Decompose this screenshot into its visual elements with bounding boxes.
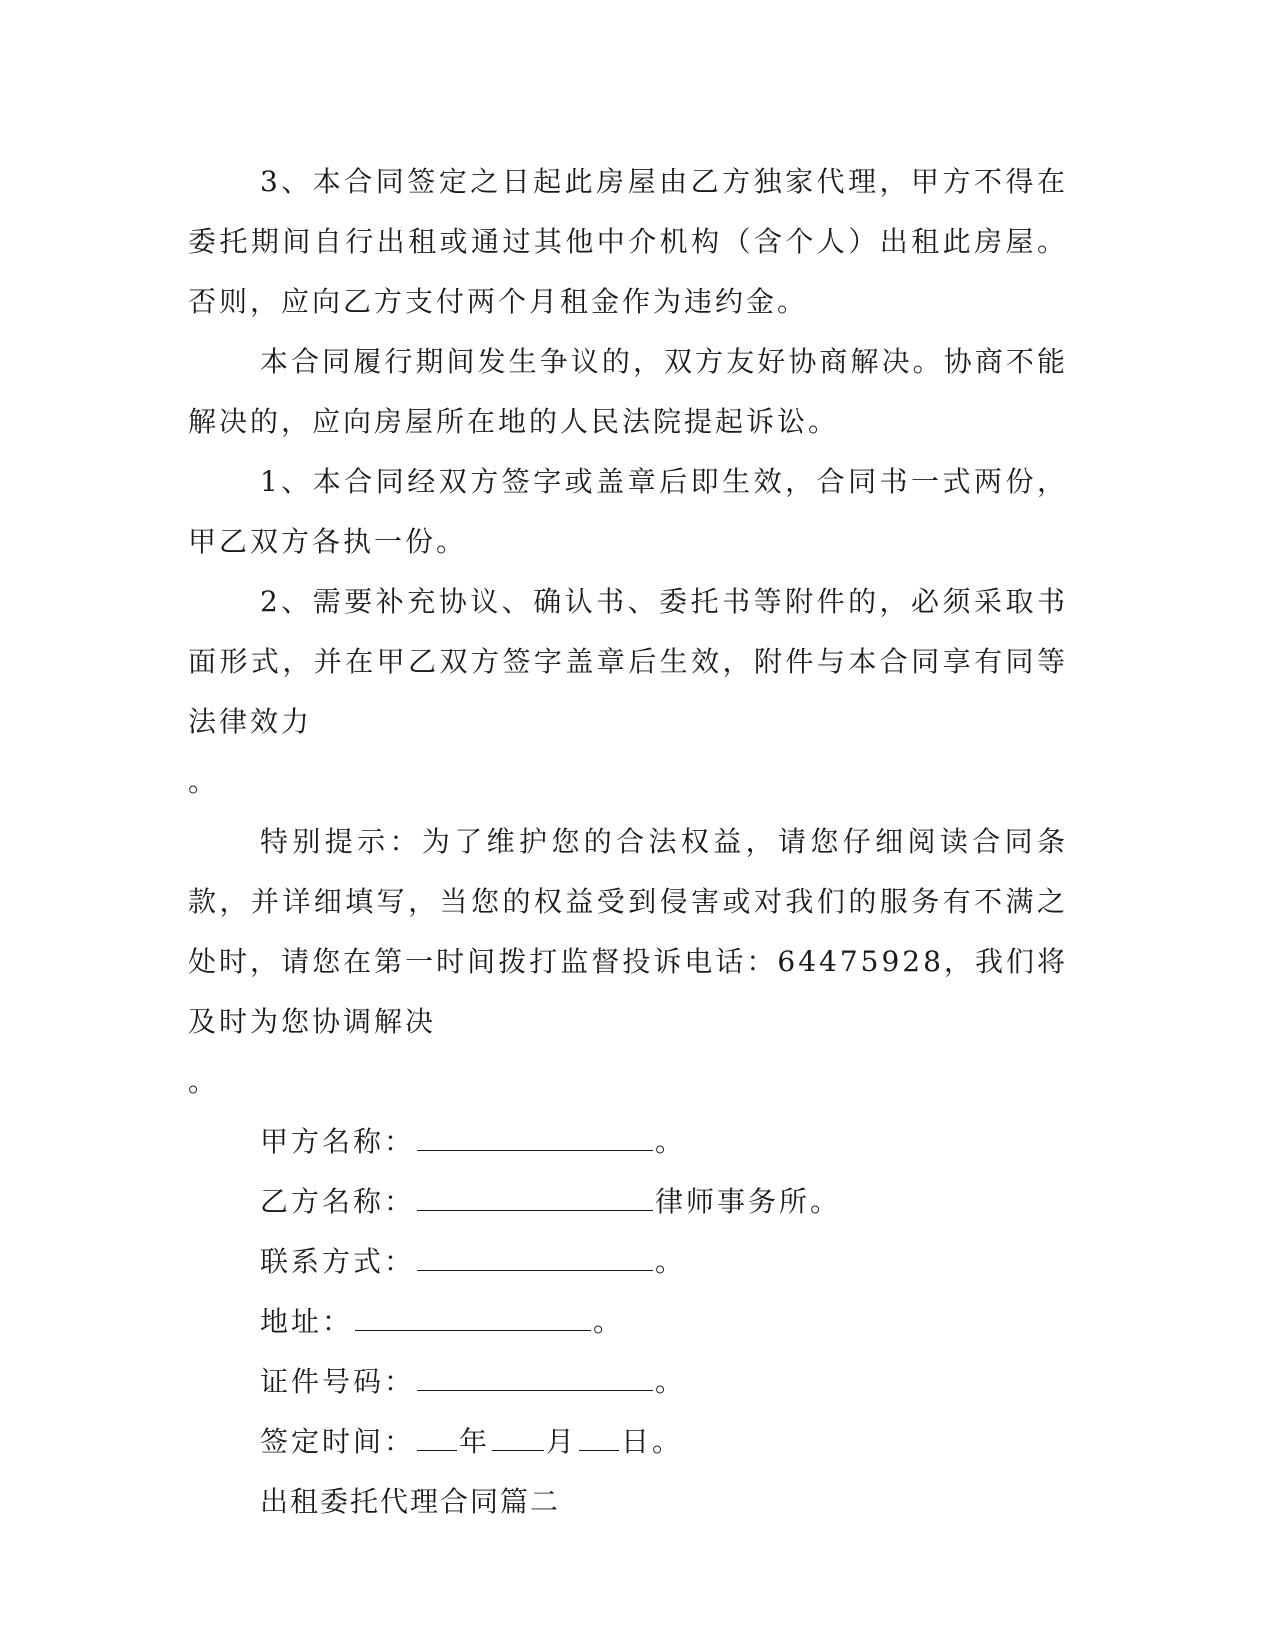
id-number-field xyxy=(260,1352,1068,1412)
contact-end: 。 xyxy=(655,1245,687,1278)
party-a-blank[interactable] xyxy=(417,1114,653,1151)
clause-1-effectiveness: 1、本合同经双方签字或盖章后即生效，合同书一式两份，甲乙双方各执一份。 xyxy=(188,465,1068,558)
next-section-heading: 出租委托代理合同篇二 xyxy=(260,1485,561,1518)
contact-field xyxy=(260,1232,1068,1292)
party-b-blank[interactable] xyxy=(417,1174,653,1211)
contact-blank[interactable] xyxy=(417,1234,653,1271)
year-blank[interactable] xyxy=(417,1414,457,1451)
clause-2-attachments: 2、需要补充协议、确认书、委托书等附件的，必须采取书面形式，并在甲乙双方签字盖章后生效，附件与本合同享有同等法律效力 xyxy=(188,585,1068,738)
address-field xyxy=(260,1292,1068,1352)
year-label: 年 xyxy=(459,1425,491,1458)
signing-date-field xyxy=(260,1412,1068,1472)
party-b-label: 乙方名称： xyxy=(260,1185,416,1218)
address-end: 。 xyxy=(593,1305,625,1338)
party-a-name-field xyxy=(260,1112,1068,1172)
special-notice-paragraph: 特别提示：为了维护您的合法权益，请您仔细阅读合同条款，并详细填写，当您的权益受到侵害或对我们的服务有不满之处时，请您在第一时间拨打监督投诉电话：64475928，我们将及时为您协调解决 xyxy=(188,825,1068,1038)
month-blank[interactable] xyxy=(492,1414,544,1451)
signing-date-label: 签定时间： xyxy=(260,1425,416,1458)
party-a-label: 甲方名称： xyxy=(260,1125,416,1158)
day-blank[interactable] xyxy=(579,1414,619,1451)
address-blank[interactable] xyxy=(355,1294,591,1331)
id-number-blank[interactable] xyxy=(417,1354,653,1391)
contact-label: 联系方式： xyxy=(260,1245,416,1278)
clause-3-exclusive-agency: 3、本合同签定之日起此房屋由乙方独家代理，甲方不得在委托期间自行出租或通过其他中介机构（含个人）出租此房屋。否则，应向乙方支付两个月租金作为违约金。 xyxy=(188,165,1068,318)
clause-2-period: 。 xyxy=(188,765,220,798)
id-number-end: 。 xyxy=(655,1365,687,1398)
special-notice-period: 。 xyxy=(188,1065,220,1098)
party-b-name-field xyxy=(260,1172,1068,1232)
month-label: 月 xyxy=(546,1425,578,1458)
id-number-label: 证件号码： xyxy=(260,1365,416,1398)
dispute-resolution-paragraph: 本合同履行期间发生争议的，双方友好协商解决。协商不能解决的，应向房屋所在地的人民法院提起诉讼。 xyxy=(188,345,1068,438)
party-b-end: 律师事务所。 xyxy=(655,1185,842,1218)
document-page xyxy=(188,152,1068,1532)
party-a-end: 。 xyxy=(655,1125,687,1158)
address-label: 地址： xyxy=(260,1305,354,1338)
day-label: 日。 xyxy=(621,1425,684,1458)
